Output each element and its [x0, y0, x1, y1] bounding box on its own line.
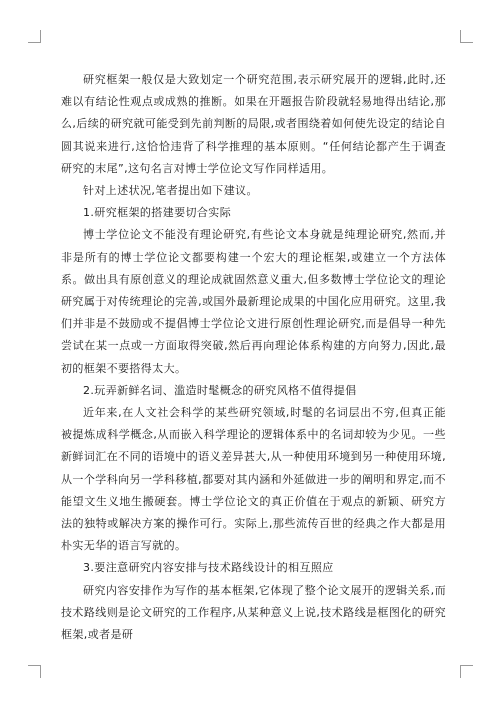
- section-heading-2: 2.玩弄新鲜名词、滥造时髦概念的研究风格不值得提倡: [83, 383, 357, 397]
- paragraph-technical-route: 研究内容安排作为写作的基本框架,它体现了整个论文展开的逻辑关系,而技术路线则是论文研究的工作程序,从某种意义上说,技术路线是框图化的研究框架,或者是研: [61, 583, 446, 642]
- crop-mark-top-right: [460, 30, 473, 43]
- document-body: [61, 69, 446, 646]
- paragraph-theory-framework: 博士学位论文不能没有理论研究,有些论文本身就是纯理论研究,然而,并非是所有的博士学位论文都要构建一个宏大的理论框架,或建立一个方法体系。做出具有原创意义的理论成就固然意义重大,但多数博士学位论文的理论研究属于对传统理论的完善,或国外最新理论成果的中国化应用研究。这里,我们并非是不鼓励或不提倡博士学位论文进行原创性理论研究,而是倡导一种先尝试在某一点或一方面取得突破,然后再向理论体系构建的方向努力,因此,最初的框架不要搭得太大。: [61, 228, 446, 375]
- crop-mark-top-left: [28, 30, 41, 43]
- crop-mark-bottom-right: [460, 665, 473, 678]
- crop-mark-bottom-left: [28, 665, 41, 678]
- section-heading-1: 1.研究框架的搭建要切合实际: [83, 206, 232, 220]
- paragraph-suggestions-intro: 针对上述状况,笔者提出如下建议。: [83, 184, 258, 198]
- section-heading-3: 3.要注意研究内容安排与技术路线设计的相互照应: [83, 561, 334, 575]
- paragraph-new-terms: 近年来,在人文社会科学的某些研究领域,时髦的名词层出不穷,但真正能被提炼成科学概念,从而嵌入科学理论的逻辑体系中的名词却较为少见。一些新鲜词汇在不同的语境中的语义差异甚大,从一种使用环境到另一种使用环境,从一个学科向另一学科移植,都要对其内涵和外延做进一步的阐明和界定,而不能望文生义地生搬硬套。博士学位论文的真正价值在于观点的新颖、研究方法的独特或解决方案的操作可行。实际上,那些流传百世的经典之作大都是用朴实无华的语言写就的。: [61, 406, 446, 553]
- paragraph-framework-scope: 研究框架一般仅是大致划定一个研究范围,表示研究展开的逻辑,此时,还难以有结论性观点或成熟的推断。如果在开题报告阶段就轻易地得出结论,那么,后续的研究就可能受到先前判断的局限,或者围绕着如何使先设定的结论自圆其说来进行,这恰恰违背了科学推理的基本原则。“任何结论都产生于调查研究的末尾”,这句名言对博士学位论文写作同样适用。: [61, 73, 446, 175]
